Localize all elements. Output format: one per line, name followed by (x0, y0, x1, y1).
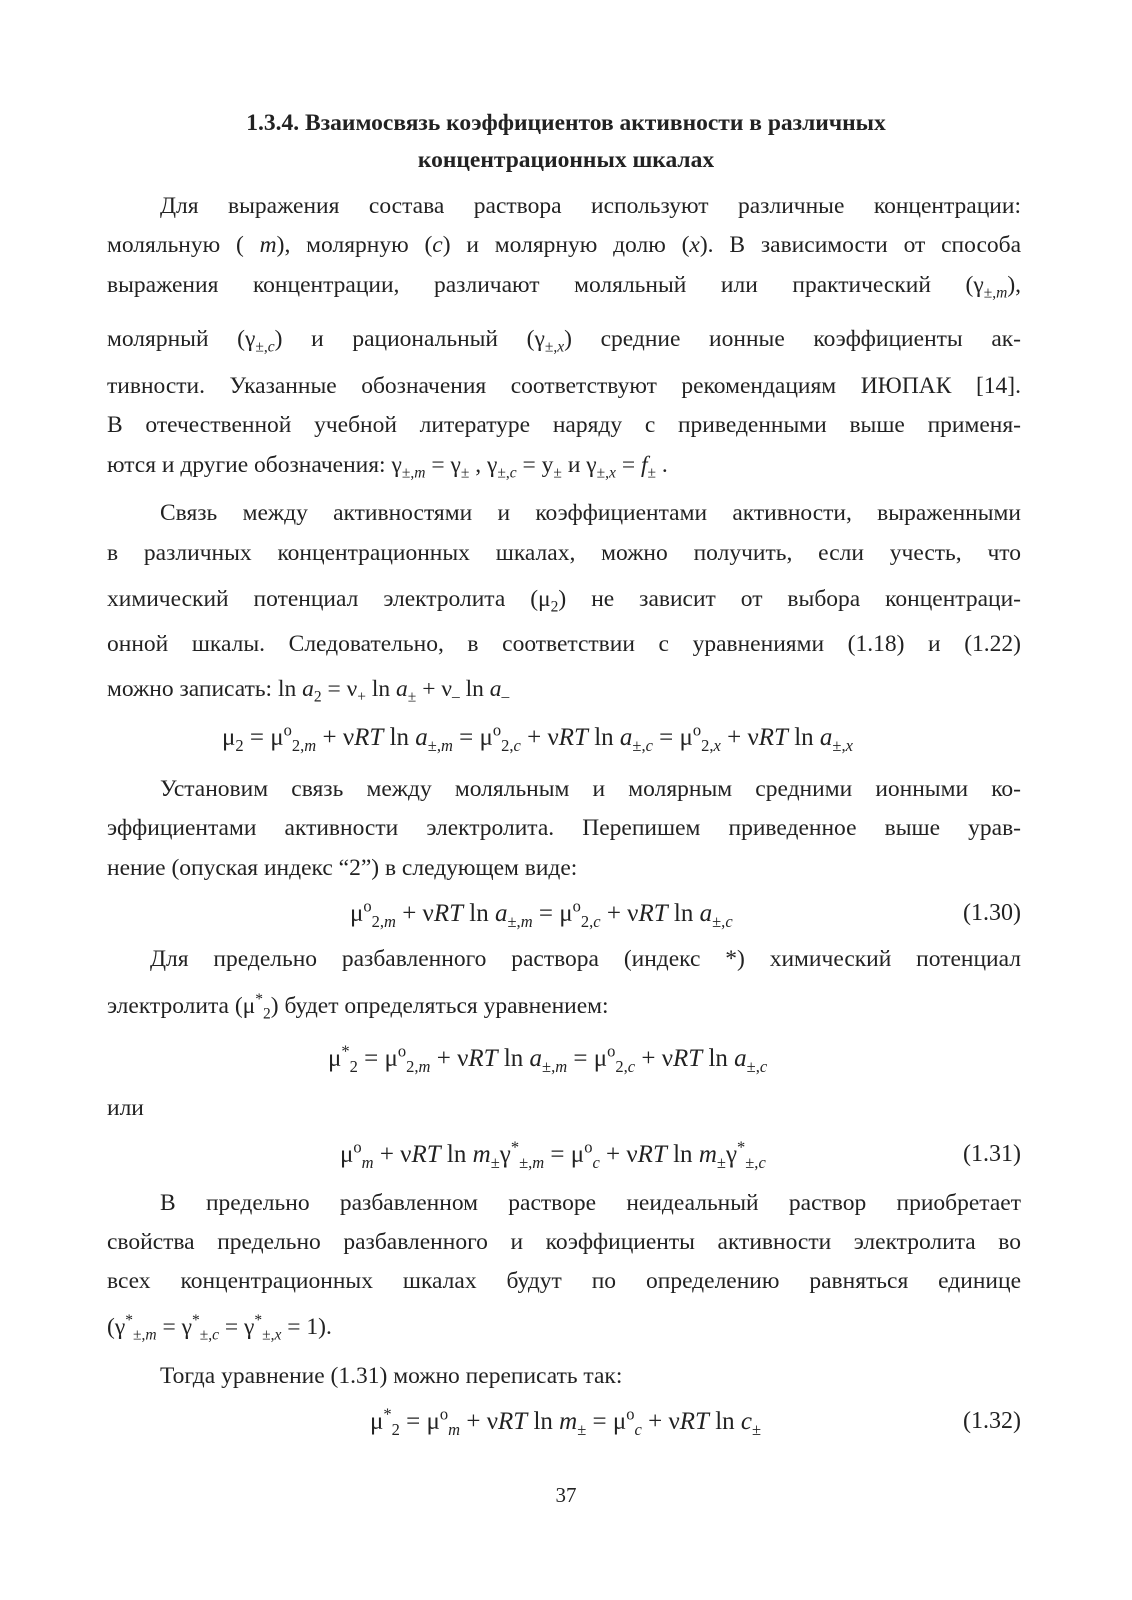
equation-1-32: $\mu^*_2 = \mu^o_m + \nu RT$ $\ln m_\pm = \mu^o_c + \nu RT$ $\ln c_\pm$ (370, 1404, 762, 1439)
section-heading: 1.3.4. Взаимосвязь коэффициентов активности в различных (246, 110, 886, 136)
paragraph-5-line-3: всех концентрационных шкалах будут по определению равняться единице (107, 1268, 1021, 1294)
paragraph-1-line-4: молярный $(\gamma_{\pm,c})$ и рациональный $(\gamma_{\pm,x})$ средние ионные коэффициенты ак- (107, 326, 1021, 356)
paragraph-3-line-2: эффициентами активности электролита. Перепишем приведенное выше урав- (107, 815, 1021, 841)
paragraph-6: Тогда уравнение (1.31) можно переписать так: (160, 1363, 623, 1389)
text-ili: или (107, 1095, 144, 1121)
paragraph-1-line-1: Для выражения состава раствора используют различные концентрации: (160, 193, 1021, 219)
equation-1-30: $\mu^o_{2,m} + \nu RT$ $\ln a_{\pm,m} = \mu^o_{2,c} + \nu RT$ $\ln a_{\pm,c}$ (350, 896, 733, 931)
paragraph-1-line-7: ются и другие обозначения: $\gamma_{\pm,m} = \gamma_\pm$ , $\gamma_{\pm,c} = y_\pm$ и $\gamma_{\pm,x} = f_\pm$ . (107, 452, 668, 482)
section-heading-line-2: концентрационных шкалах (417, 147, 715, 173)
paragraph-3-line-1: Установим связь между моляльным и молярным средними ионными ко- (160, 776, 1021, 802)
equation-mu2: $\mu_2 = \mu^o_{2,m} + \nu RT$ $\ln a_{\pm,m} = \mu^o_{2,c} + \nu RT$ $\ln a_{\pm,c} = \mu^o_{2,x} + \nu RT$ $\ln a_{\pm,x}$ (222, 720, 853, 755)
paragraph-1-line-2: моляльную ( m), молярную (c) и молярную долю (x). В зависимости от способа (107, 232, 1022, 258)
equation-number-1-32: (1.32) (963, 1408, 1021, 1434)
paragraph-1-line-6: В отечественной учебной литературе наряду с приведенными выше применя- (107, 412, 1021, 438)
page-number: 37 (555, 1483, 577, 1507)
paragraph-4-line-2: электролита $(\mu^*_2)$ будет определяться уравнением: (107, 991, 609, 1023)
equation-number-1-30: (1.30) (963, 900, 1021, 926)
paragraph-5-line-1: В предельно разбавленном растворе неидеальный раствор приобретает (160, 1190, 1021, 1216)
paragraph-1-line-3: выражения концентрации, различают моляльный или практический $(\gamma_{\pm,m})$, (107, 272, 1022, 302)
paragraph-1-line-5: тивности. Указанные обозначения соответствуют рекомендациям ИЮПАК [14]. (107, 373, 1021, 399)
paragraph-2-line-2: в различных концентрационных шкалах, можно получить, если учесть, что (107, 540, 1021, 566)
equation-1-31: $\mu^o_m + \nu RT$ $\ln m_\pm\gamma^*_{\pm,m} = \mu^o_c + \nu RT$ $\ln m_\pm\gamma^*_{\pm,c}$ (340, 1137, 766, 1172)
paragraph-3-line-3: нение (опуская индекс “2”) в следующем виде: (107, 855, 578, 881)
equation-number-1-31: (1.31) (963, 1141, 1021, 1167)
paragraph-5-line-2: свойства предельно разбавленного и коэффициенты активности электролита во (107, 1229, 1021, 1255)
paragraph-5-line-4: $(\gamma^*_{\pm,m} = \gamma^*_{\pm,c} = \gamma^*_{\pm,x} = 1)$. (107, 1312, 332, 1344)
paragraph-2-line-1: Связь между активностями и коэффициентами активности, выраженными (160, 500, 1021, 526)
equation-mu2-star: $\mu^*_2 = \mu^o_{2,m} + \nu RT$ $\ln a_{\pm,m} = \mu^o_{2,c} + \nu RT$ $\ln a_{\pm,c}$ (328, 1041, 768, 1076)
paragraph-2-line-3: химический потенциал электролита $(\mu_2)$ не зависит от выбора концентраци- (107, 586, 1021, 616)
paragraph-4-line-1: Для предельно разбавленного раствора (индекс *) химический потенциал (150, 946, 1021, 972)
paragraph-2-line-4: онной шкалы. Следовательно, в соответствии с уравнениями (1.18) и (1.22) (107, 631, 1021, 657)
paragraph-2-line-5: можно записать: $\ln a_2 = \nu_+$ $\ln a_\pm + \nu_-$ $\ln a_-$ (107, 676, 510, 706)
